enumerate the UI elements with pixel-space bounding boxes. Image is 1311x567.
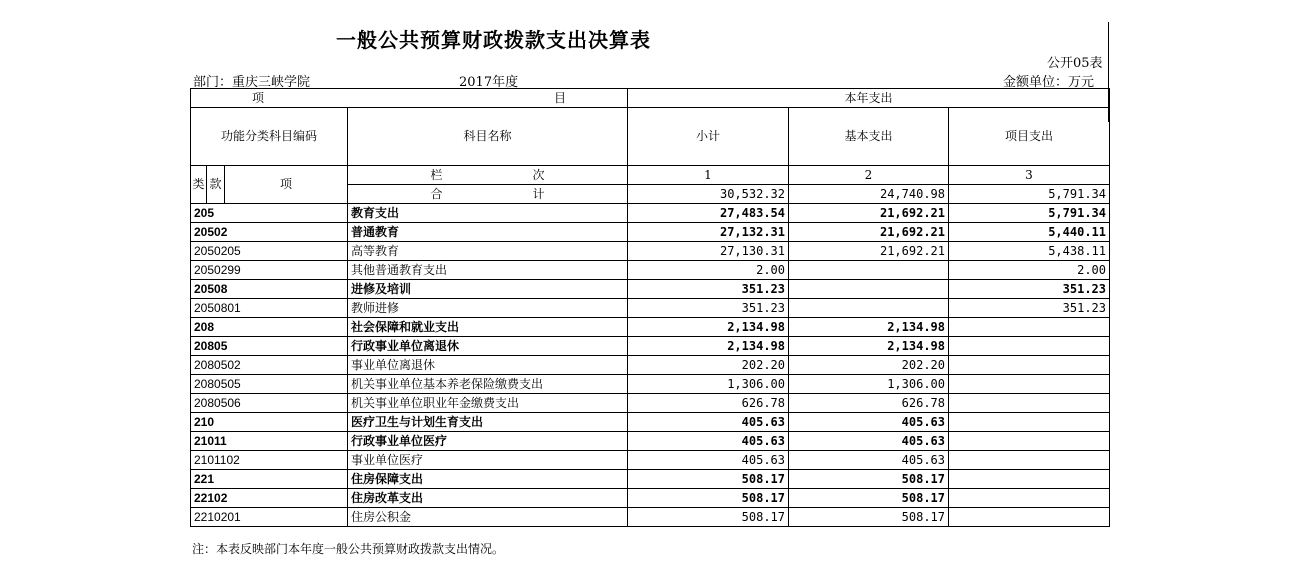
header-subtotal: 小计 xyxy=(628,108,789,166)
row-project: 2.00 xyxy=(949,261,1110,280)
row-basic: 1,306.00 xyxy=(789,375,949,394)
row-code: 2050205 xyxy=(191,242,348,261)
table-row xyxy=(191,470,1110,489)
row-basic xyxy=(789,261,949,280)
row-code: 221 xyxy=(191,470,348,489)
row-name: 教育支出 xyxy=(348,204,628,223)
table-row xyxy=(191,261,1110,280)
row-project xyxy=(949,318,1110,337)
row-code: 2080506 xyxy=(191,394,348,413)
row-subtotal: 2,134.98 xyxy=(628,318,789,337)
department-label: 部门：重庆三峡学院 xyxy=(193,75,311,90)
row-code: 2101102 xyxy=(191,451,348,470)
table-row xyxy=(191,337,1110,356)
row-basic: 405.63 xyxy=(789,432,949,451)
table-row xyxy=(191,508,1110,527)
row-project: 5,440.11 xyxy=(949,223,1110,242)
row-project: 351.23 xyxy=(949,280,1110,299)
col-number-3: 3 xyxy=(949,166,1110,185)
row-subtotal: 2.00 xyxy=(628,261,789,280)
row-project xyxy=(949,470,1110,489)
col-number-1: 1 xyxy=(628,166,789,185)
row-project: 351.23 xyxy=(949,299,1110,318)
row-code: 210 xyxy=(191,413,348,432)
row-subtotal: 1,306.00 xyxy=(628,375,789,394)
row-subtotal: 626.78 xyxy=(628,394,789,413)
row-project: 5,791.34 xyxy=(949,204,1110,223)
total-subtotal: 30,532.32 xyxy=(628,185,789,204)
row-project: 5,438.11 xyxy=(949,242,1110,261)
table-row xyxy=(191,318,1110,337)
table-row xyxy=(191,204,1110,223)
table-row xyxy=(191,223,1110,242)
row-project xyxy=(949,375,1110,394)
header-kuan: 款 xyxy=(207,166,225,204)
row-code: 205 xyxy=(191,204,348,223)
row-name: 医疗卫生与计划生育支出 xyxy=(348,413,628,432)
table-row xyxy=(191,280,1110,299)
row-project xyxy=(949,337,1110,356)
row-basic: 21,692.21 xyxy=(789,204,949,223)
row-code: 2080502 xyxy=(191,356,348,375)
row-basic xyxy=(789,299,949,318)
header-xiang2: 项 xyxy=(225,166,348,204)
header-xiang-mu: 项 目 xyxy=(191,89,628,108)
row-project xyxy=(949,508,1110,527)
row-basic: 508.17 xyxy=(789,489,949,508)
row-code: 2210201 xyxy=(191,508,348,527)
header-row-2 xyxy=(191,108,1110,166)
row-subtotal: 2,134.98 xyxy=(628,337,789,356)
table-row xyxy=(191,394,1110,413)
row-name: 其他普通教育支出 xyxy=(348,261,628,280)
row-name: 机关事业单位职业年金缴费支出 xyxy=(348,394,628,413)
col-number-2: 2 xyxy=(789,166,949,185)
row-basic: 508.17 xyxy=(789,508,949,527)
unit-label: 金额单位：万元 xyxy=(1003,75,1095,90)
row-code: 20502 xyxy=(191,223,348,242)
year-label: 2017年度 xyxy=(459,75,519,90)
row-name: 进修及培训 xyxy=(348,280,628,299)
row-project xyxy=(949,394,1110,413)
row-basic: 2,134.98 xyxy=(789,318,949,337)
row-subtotal: 27,132.31 xyxy=(628,223,789,242)
table-row xyxy=(191,375,1110,394)
row-code: 21011 xyxy=(191,432,348,451)
table-row xyxy=(191,242,1110,261)
row-name: 住房公积金 xyxy=(348,508,628,527)
row-subtotal: 202.20 xyxy=(628,356,789,375)
row-subtotal: 27,483.54 xyxy=(628,204,789,223)
footnote: 注：本表反映部门本年度一般公共预算财政拨款支出情况。 xyxy=(192,542,505,556)
row-code: 20805 xyxy=(191,337,348,356)
row-name: 事业单位离退休 xyxy=(348,356,628,375)
header-lan-ci: 栏 次 xyxy=(348,166,628,185)
row-project xyxy=(949,489,1110,508)
table-row xyxy=(191,356,1110,375)
row-subtotal: 351.23 xyxy=(628,280,789,299)
row-project xyxy=(949,432,1110,451)
table-row xyxy=(191,432,1110,451)
table-row xyxy=(191,451,1110,470)
row-basic: 2,134.98 xyxy=(789,337,949,356)
row-basic: 21,692.21 xyxy=(789,223,949,242)
header-annual-expenditure: 本年支出 xyxy=(628,89,1110,108)
row-subtotal: 508.17 xyxy=(628,508,789,527)
row-name: 事业单位医疗 xyxy=(348,451,628,470)
row-name: 行政事业单位医疗 xyxy=(348,432,628,451)
row-basic: 405.63 xyxy=(789,451,949,470)
row-code: 2050801 xyxy=(191,299,348,318)
header-name: 科目名称 xyxy=(348,108,628,166)
expenditure-table xyxy=(190,88,1110,527)
row-name: 行政事业单位离退休 xyxy=(348,337,628,356)
row-code: 2080505 xyxy=(191,375,348,394)
row-basic: 508.17 xyxy=(789,470,949,489)
row-subtotal: 405.63 xyxy=(628,413,789,432)
row-name: 机关事业单位基本养老保险缴费支出 xyxy=(348,375,628,394)
table-row xyxy=(191,413,1110,432)
row-subtotal: 27,130.31 xyxy=(628,242,789,261)
row-name: 住房保障支出 xyxy=(348,470,628,489)
header-code: 功能分类科目编码 xyxy=(191,108,348,166)
row-code: 20508 xyxy=(191,280,348,299)
header-project: 项目支出 xyxy=(949,108,1110,166)
total-basic: 24,740.98 xyxy=(789,185,949,204)
row-project xyxy=(949,451,1110,470)
row-subtotal: 405.63 xyxy=(628,451,789,470)
row-basic: 202.20 xyxy=(789,356,949,375)
header-row-1 xyxy=(191,89,1110,108)
total-project: 5,791.34 xyxy=(949,185,1110,204)
row-name: 住房改革支出 xyxy=(348,489,628,508)
header-basic: 基本支出 xyxy=(789,108,949,166)
table-row xyxy=(191,299,1110,318)
row-subtotal: 405.63 xyxy=(628,432,789,451)
row-basic: 21,692.21 xyxy=(789,242,949,261)
row-subtotal: 508.17 xyxy=(628,470,789,489)
table-row xyxy=(191,489,1110,508)
row-name: 高等教育 xyxy=(348,242,628,261)
row-name: 教师进修 xyxy=(348,299,628,318)
form-number: 公开05表 xyxy=(1047,56,1103,71)
row-subtotal: 508.17 xyxy=(628,489,789,508)
row-basic: 405.63 xyxy=(789,413,949,432)
page-title: 一般公共预算财政拨款支出决算表 xyxy=(336,28,651,52)
header-row-3 xyxy=(191,166,1110,185)
total-label: 合 计 xyxy=(348,185,628,204)
row-basic: 626.78 xyxy=(789,394,949,413)
row-name: 社会保障和就业支出 xyxy=(348,318,628,337)
header-lei: 类 xyxy=(191,166,207,204)
row-project xyxy=(949,413,1110,432)
row-code: 2050299 xyxy=(191,261,348,280)
row-project xyxy=(949,356,1110,375)
row-basic xyxy=(789,280,949,299)
row-subtotal: 351.23 xyxy=(628,299,789,318)
row-code: 22102 xyxy=(191,489,348,508)
row-name: 普通教育 xyxy=(348,223,628,242)
row-code: 208 xyxy=(191,318,348,337)
